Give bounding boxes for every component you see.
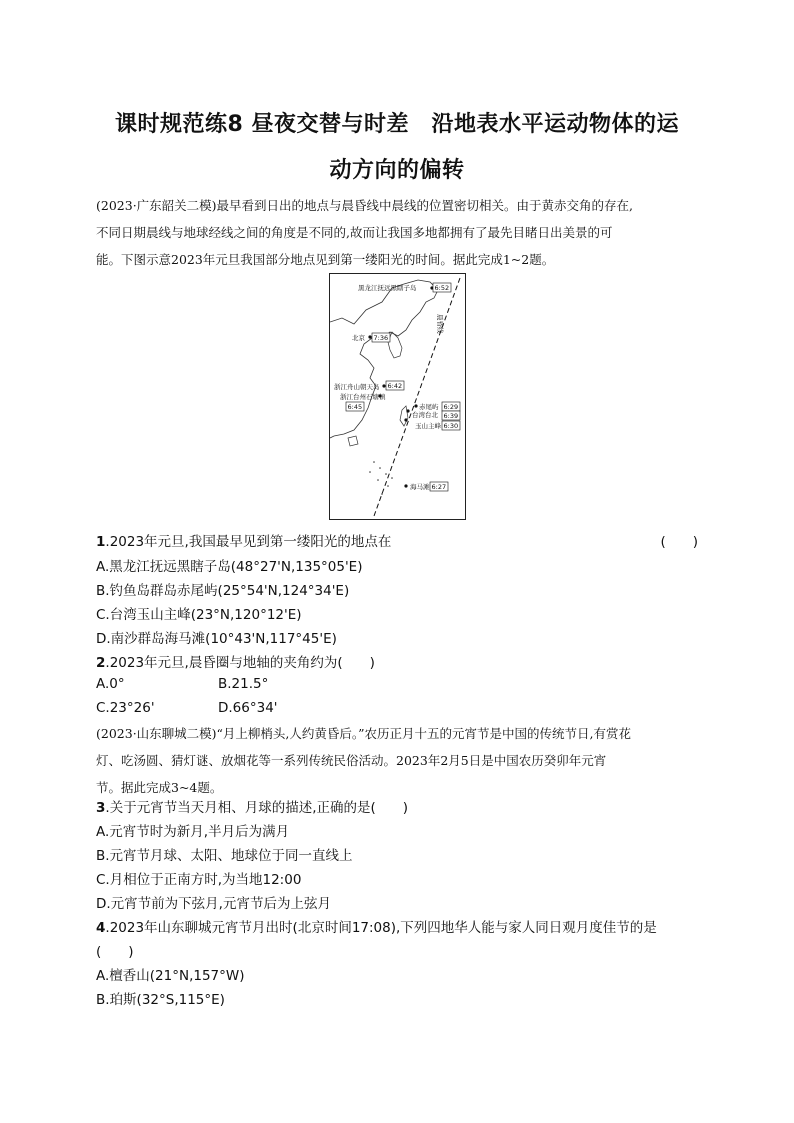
- option-3d: D.元宵节前为下弦月,元宵节后为上弦月: [96, 896, 331, 912]
- sunrise-map-figure: [329, 273, 466, 520]
- svg-text:浙江舟山朝天岛: 浙江舟山朝天岛: [334, 383, 380, 391]
- place-marker-heixiazi: [358, 283, 451, 292]
- taiwan-island: [400, 406, 408, 426]
- question-3: [96, 796, 408, 816]
- option-4b: B.珀斯(32°S,115°E): [96, 992, 225, 1008]
- place-marker-beijing: [352, 333, 390, 342]
- option-1a: A.黑龙江抚远黑瞎子岛(48°27'N,135°05'E): [96, 559, 363, 575]
- svg-text:赤尾屿: 赤尾屿: [419, 403, 439, 411]
- svg-text:玉山主峰: 玉山主峰: [415, 422, 441, 430]
- svg-text:浙江台州石塘镇: 浙江台州石塘镇: [340, 393, 386, 401]
- option-2a: A.0°: [96, 676, 125, 692]
- intro-paragraph-1: [96, 192, 698, 273]
- svg-text:6:45: 6:45: [347, 403, 363, 411]
- question-number: 1: [96, 534, 106, 550]
- place-marker-zhoushan: [334, 381, 404, 391]
- page-title-line-2: 动方向的偏转: [329, 158, 465, 183]
- option-1b: B.钓鱼岛群岛赤尾屿(25°54'N,124°34'E): [96, 583, 350, 599]
- option-4a: A.檀香山(21°N,157°W): [96, 968, 245, 984]
- question-number: 2: [96, 655, 106, 671]
- option-1d: D.南沙群岛海马滩(10°43'N,117°45'E): [96, 631, 337, 647]
- intro-1-line: 不同日期晨线与地球经线之间的角度是不同的,故而让我国多地都拥有了最先目睹日出美景的可: [96, 225, 613, 240]
- option-2b: B.21.5°: [218, 676, 269, 692]
- question-4: [96, 916, 657, 936]
- terminator-line: [374, 278, 460, 516]
- intro-2-line: (2023·山东聊城二模)“月上柳梢头,人约黄昏后。”农历正月十五的元宵节是中国的传统节日,有赏花: [96, 726, 632, 741]
- place-marker-taipei: [406, 409, 460, 420]
- south-china-sea-islands: [369, 461, 393, 495]
- svg-text:6:27: 6:27: [431, 483, 447, 491]
- place-marker-shitang: [340, 392, 386, 411]
- svg-text:海马滩: 海马滩: [410, 483, 430, 491]
- page-title-line-1: 课时规范练8 昼夜交替与时差 沿地表水平运动物体的运: [115, 112, 679, 137]
- intro-2-line: 灯、吃汤圆、猜灯谜、放烟花等一系列传统民俗活动。2023年2月5日是中国农历癸卯年元宵: [96, 753, 607, 768]
- answer-paren: ( ): [96, 944, 134, 960]
- svg-text:7:36: 7:36: [373, 334, 389, 342]
- option-3c: C.月相位于正南方时,为当地12:00: [96, 872, 302, 888]
- intro-1-line: (2023·广东韶关二模)最早看到日出的地点与晨昏线中晨线的位置密切相关。由于黄赤交角的存在,: [96, 198, 634, 213]
- intro-paragraph-2: [96, 720, 698, 801]
- place-marker-chiweiyu: [414, 402, 460, 411]
- svg-text:6:52: 6:52: [434, 284, 450, 292]
- question-stem: .2023年元旦,晨昏圈与地轴的夹角约为( ): [105, 655, 375, 671]
- option-3b: B.元宵节月球、太阳、地球位于同一直线上: [96, 848, 353, 864]
- option-1c: C.台湾玉山主峰(23°N,120°12'E): [96, 607, 302, 623]
- option-2c: C.23°26': [96, 700, 155, 716]
- svg-text:6:29: 6:29: [443, 403, 459, 411]
- option-3a: A.元宵节时为新月,半月后为满月: [96, 824, 290, 840]
- answer-paren: ( ): [660, 534, 698, 550]
- svg-text:6:42: 6:42: [387, 382, 403, 390]
- option-2d: D.66°34': [218, 700, 278, 716]
- question-number: 3: [96, 800, 106, 816]
- question-stem: .关于元宵节当天月相、月球的描述,正确的是( ): [105, 800, 409, 816]
- intro-1-line: 能。下图示意2023年元旦我国部分地点见到第一缕阳光的时间。据此完成1~2题。: [96, 252, 555, 267]
- svg-text:台湾台北: 台湾台北: [412, 411, 438, 419]
- question-1: [96, 530, 698, 550]
- hainan-island: [348, 436, 358, 446]
- intro-2-line: 节。据此完成3~4题。: [96, 780, 223, 795]
- svg-text:北京: 北京: [352, 334, 365, 342]
- terminator-label: 晨昏线: [436, 314, 444, 334]
- question-stem: .2023年元旦,我国最早见到第一缕阳光的地点在: [105, 534, 392, 550]
- question-stem: .2023年山东聊城元宵节月出时(北京时间17:08),下列四地华人能与家人同日观月度佳节的是: [105, 920, 657, 936]
- map-svg: [330, 274, 465, 519]
- place-marker-haimatan: [404, 482, 448, 491]
- svg-text:6:30: 6:30: [443, 422, 459, 430]
- svg-text:6:39: 6:39: [443, 412, 459, 420]
- svg-text:黑龙江抚远黑瞎子岛: 黑龙江抚远黑瞎子岛: [358, 284, 417, 292]
- question-2: [96, 651, 375, 671]
- question-number: 4: [96, 920, 106, 936]
